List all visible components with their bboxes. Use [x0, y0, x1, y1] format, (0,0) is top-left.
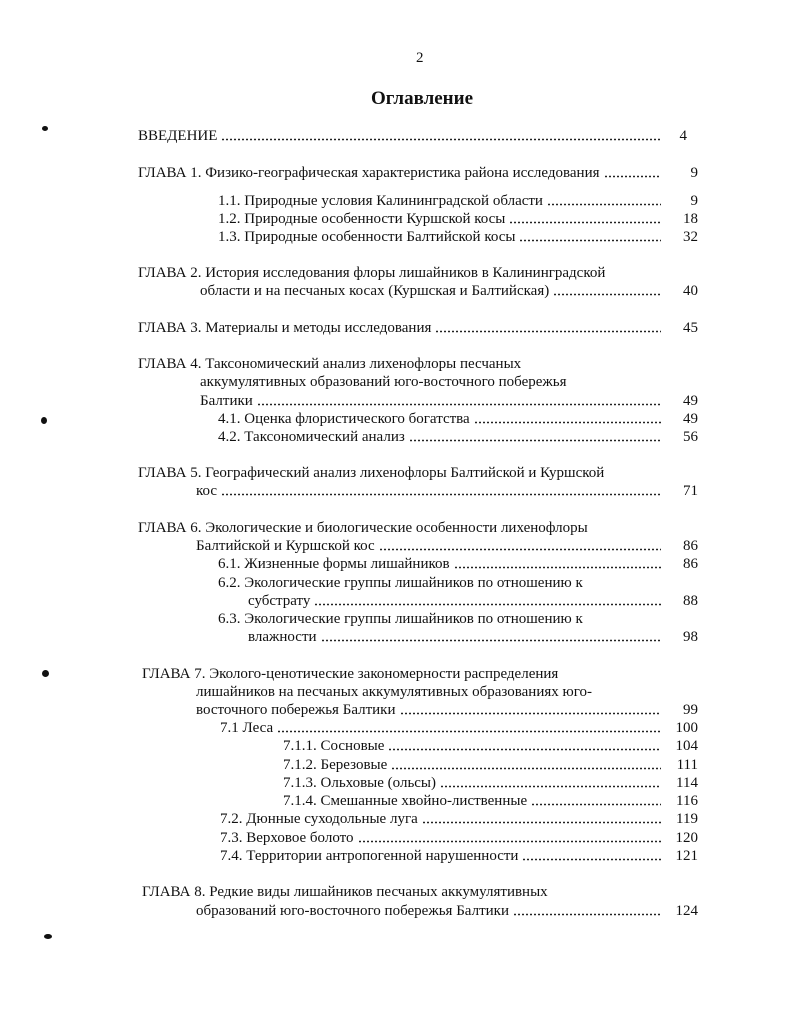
toc-entry-title: области и на песчаных косах (Куршская и Балтийская) — [200, 283, 550, 299]
toc-entry — [283, 737, 664, 755]
dot-leader — [409, 439, 661, 442]
toc-entry — [200, 282, 664, 300]
toc-entry — [138, 319, 664, 337]
toc-entry-title: образований юго-восточного побережья Балтики — [196, 903, 509, 919]
toc-page-number: 32 — [683, 229, 698, 245]
toc-entry-title: 1.3. Природные особенности Балтийской косы — [218, 229, 516, 245]
toc-entry-title: ГЛАВА 4. Таксономический анализ лихенофлоры песчаных — [138, 356, 522, 372]
toc-entry — [196, 683, 592, 701]
toc-entry — [200, 392, 664, 410]
toc-entry — [218, 210, 664, 228]
dot-leader — [321, 639, 661, 642]
toc-entry — [138, 127, 664, 145]
toc-entry-title: субстрату — [248, 593, 311, 609]
toc-entry-title: восточного побережья Балтики — [196, 702, 396, 718]
toc-entry — [138, 355, 521, 373]
toc-entry — [196, 482, 664, 500]
toc-page-number: 56 — [683, 429, 698, 445]
dot-leader — [388, 748, 661, 751]
scan-speck — [41, 417, 47, 424]
toc-page-number: 9 — [690, 165, 698, 181]
dot-leader — [277, 730, 661, 733]
toc-page-number: 86 — [683, 556, 698, 572]
dot-leader — [314, 603, 661, 606]
scan-speck — [42, 126, 48, 131]
toc-entry — [218, 428, 664, 446]
toc-page-number: 18 — [683, 211, 698, 227]
dot-leader — [474, 421, 661, 424]
toc-entry-title: ГЛАВА 3. Материалы и методы исследования — [138, 320, 432, 336]
toc-entry — [283, 792, 664, 810]
dot-leader — [454, 566, 661, 569]
toc-entry — [220, 829, 664, 847]
dot-leader — [513, 913, 661, 916]
dot-leader — [531, 803, 661, 806]
toc-entry — [138, 264, 605, 282]
toc-page-number: 116 — [676, 793, 698, 809]
toc-page-number: 4 — [679, 128, 687, 144]
toc-entry — [218, 192, 664, 210]
toc-entry — [200, 373, 567, 391]
toc-entry-title: ГЛАВА 8. Редкие виды лишайников песчаных аккумулятивных — [142, 884, 548, 900]
toc-entry — [138, 164, 664, 182]
toc-entry — [220, 810, 664, 828]
toc-entry-title: Балтийской и Куршской кос — [196, 538, 375, 554]
toc-page-number: 99 — [683, 702, 698, 718]
toc-entry-title: влажности — [248, 629, 317, 645]
toc-page-number: 114 — [676, 775, 698, 791]
dot-leader — [422, 821, 661, 824]
dot-leader — [358, 840, 662, 843]
toc-entry-title: 7.1.3. Ольховые (ольсы) — [283, 775, 437, 791]
toc-page-number: 104 — [675, 738, 698, 754]
toc-page-number: 120 — [675, 830, 698, 846]
toc-page-number: 88 — [683, 593, 698, 609]
toc-page-number: 119 — [676, 811, 698, 827]
toc-page-number: 71 — [683, 483, 698, 499]
toc-entry-title: Балтики — [200, 393, 253, 409]
toc-page-number: 49 — [683, 411, 698, 427]
toc-entry-title: 7.4. Территории антропогенной нарушенности — [220, 848, 519, 864]
dot-leader — [391, 767, 661, 770]
toc-entry-title: 7.3. Верховое болото — [220, 830, 354, 846]
toc-entry-title: 6.3. Экологические группы лишайников по отношению к — [218, 611, 583, 627]
dot-leader — [379, 548, 661, 551]
toc-entry-title: 7.1.1. Сосновые — [283, 738, 385, 754]
dot-leader — [519, 239, 661, 242]
toc-entry — [142, 883, 548, 901]
toc-page-number: 45 — [683, 320, 698, 336]
toc-entry — [220, 847, 664, 865]
dot-leader — [553, 293, 661, 296]
page-number: 2 — [416, 50, 424, 66]
dot-leader — [509, 221, 661, 224]
toc-page-number: 124 — [675, 903, 698, 919]
toc-entry-title: ГЛАВА 7. Эколого-ценотические закономерности распределения — [142, 666, 559, 682]
toc-entry — [218, 574, 583, 592]
toc-entry-title: ГЛАВА 1. Физико-географическая характеристика района исследования — [138, 165, 600, 181]
toc-entry — [218, 610, 583, 628]
toc-entry — [218, 555, 664, 573]
toc-entry — [248, 628, 664, 646]
dot-leader — [435, 330, 661, 333]
dot-leader — [604, 175, 661, 178]
toc-entry-title: лишайников на песчаных аккумулятивных образованиях юго- — [196, 684, 592, 700]
toc-entry — [138, 519, 588, 537]
toc-entry-title: 6.1. Жизненные формы лишайников — [218, 556, 450, 572]
dot-leader — [221, 493, 661, 496]
toc-entry — [138, 464, 604, 482]
toc-entry — [248, 592, 664, 610]
toc-entry — [196, 701, 664, 719]
toc-page-number: 98 — [683, 629, 698, 645]
toc-entry-title: 4.1. Оценка флористического богатства — [218, 411, 470, 427]
toc-entry-title: 1.1. Природные условия Калининградской области — [218, 193, 543, 209]
toc-entry-title: 7.1 Леса — [220, 720, 274, 736]
toc-entry — [218, 228, 664, 246]
toc-entry-title: 1.2. Природные особенности Куршской косы — [218, 211, 506, 227]
toc-page-number: 49 — [683, 393, 698, 409]
toc-entry-title: кос — [196, 483, 218, 499]
toc-entry — [283, 774, 664, 792]
dot-leader — [440, 785, 661, 788]
toc-entry — [196, 902, 664, 920]
dot-leader — [221, 138, 661, 141]
toc-entry-title: ГЛАВА 6. Экологические и биологические особенности лихенофлоры — [138, 520, 588, 536]
toc-page-number: 9 — [690, 193, 698, 209]
toc-entry — [142, 665, 558, 683]
toc-entry — [283, 756, 664, 774]
toc-entry-title: 7.1.2. Березовые — [283, 757, 388, 773]
toc-entry-title: 4.2. Таксономический анализ — [218, 429, 405, 445]
dot-leader — [400, 712, 662, 715]
toc-entry — [196, 537, 664, 555]
toc-page-number: 100 — [675, 720, 698, 736]
toc-entry — [220, 719, 664, 737]
toc-page-number: 86 — [683, 538, 698, 554]
toc-entry-title: 6.2. Экологические группы лишайников по отношению к — [218, 575, 583, 591]
toc-page-number: 121 — [675, 848, 698, 864]
scan-speck — [42, 670, 49, 677]
dot-leader — [257, 403, 661, 406]
toc-entry-title: 7.2. Дюнные суходольные луга — [220, 811, 418, 827]
toc-entry-title: ВВЕДЕНИЕ — [138, 128, 218, 144]
toc-entry — [218, 410, 664, 428]
toc-entry-title: аккумулятивных образований юго-восточного побережья — [200, 374, 567, 390]
page-title: Оглавление — [370, 88, 474, 109]
toc-entry-title: ГЛАВА 2. История исследования флоры лишайников в Калининградской — [138, 265, 606, 281]
toc-page-number: 111 — [676, 757, 698, 773]
toc-entry-title: ГЛАВА 5. Географический анализ лихенофлоры Балтийской и Куршской — [138, 465, 605, 481]
dot-leader — [522, 858, 661, 861]
toc-entry-title: 7.1.4. Смешанные хвойно-лиственные — [283, 793, 528, 809]
scan-speck — [44, 934, 52, 939]
dot-leader — [547, 203, 661, 206]
toc-page-number: 40 — [683, 283, 698, 299]
